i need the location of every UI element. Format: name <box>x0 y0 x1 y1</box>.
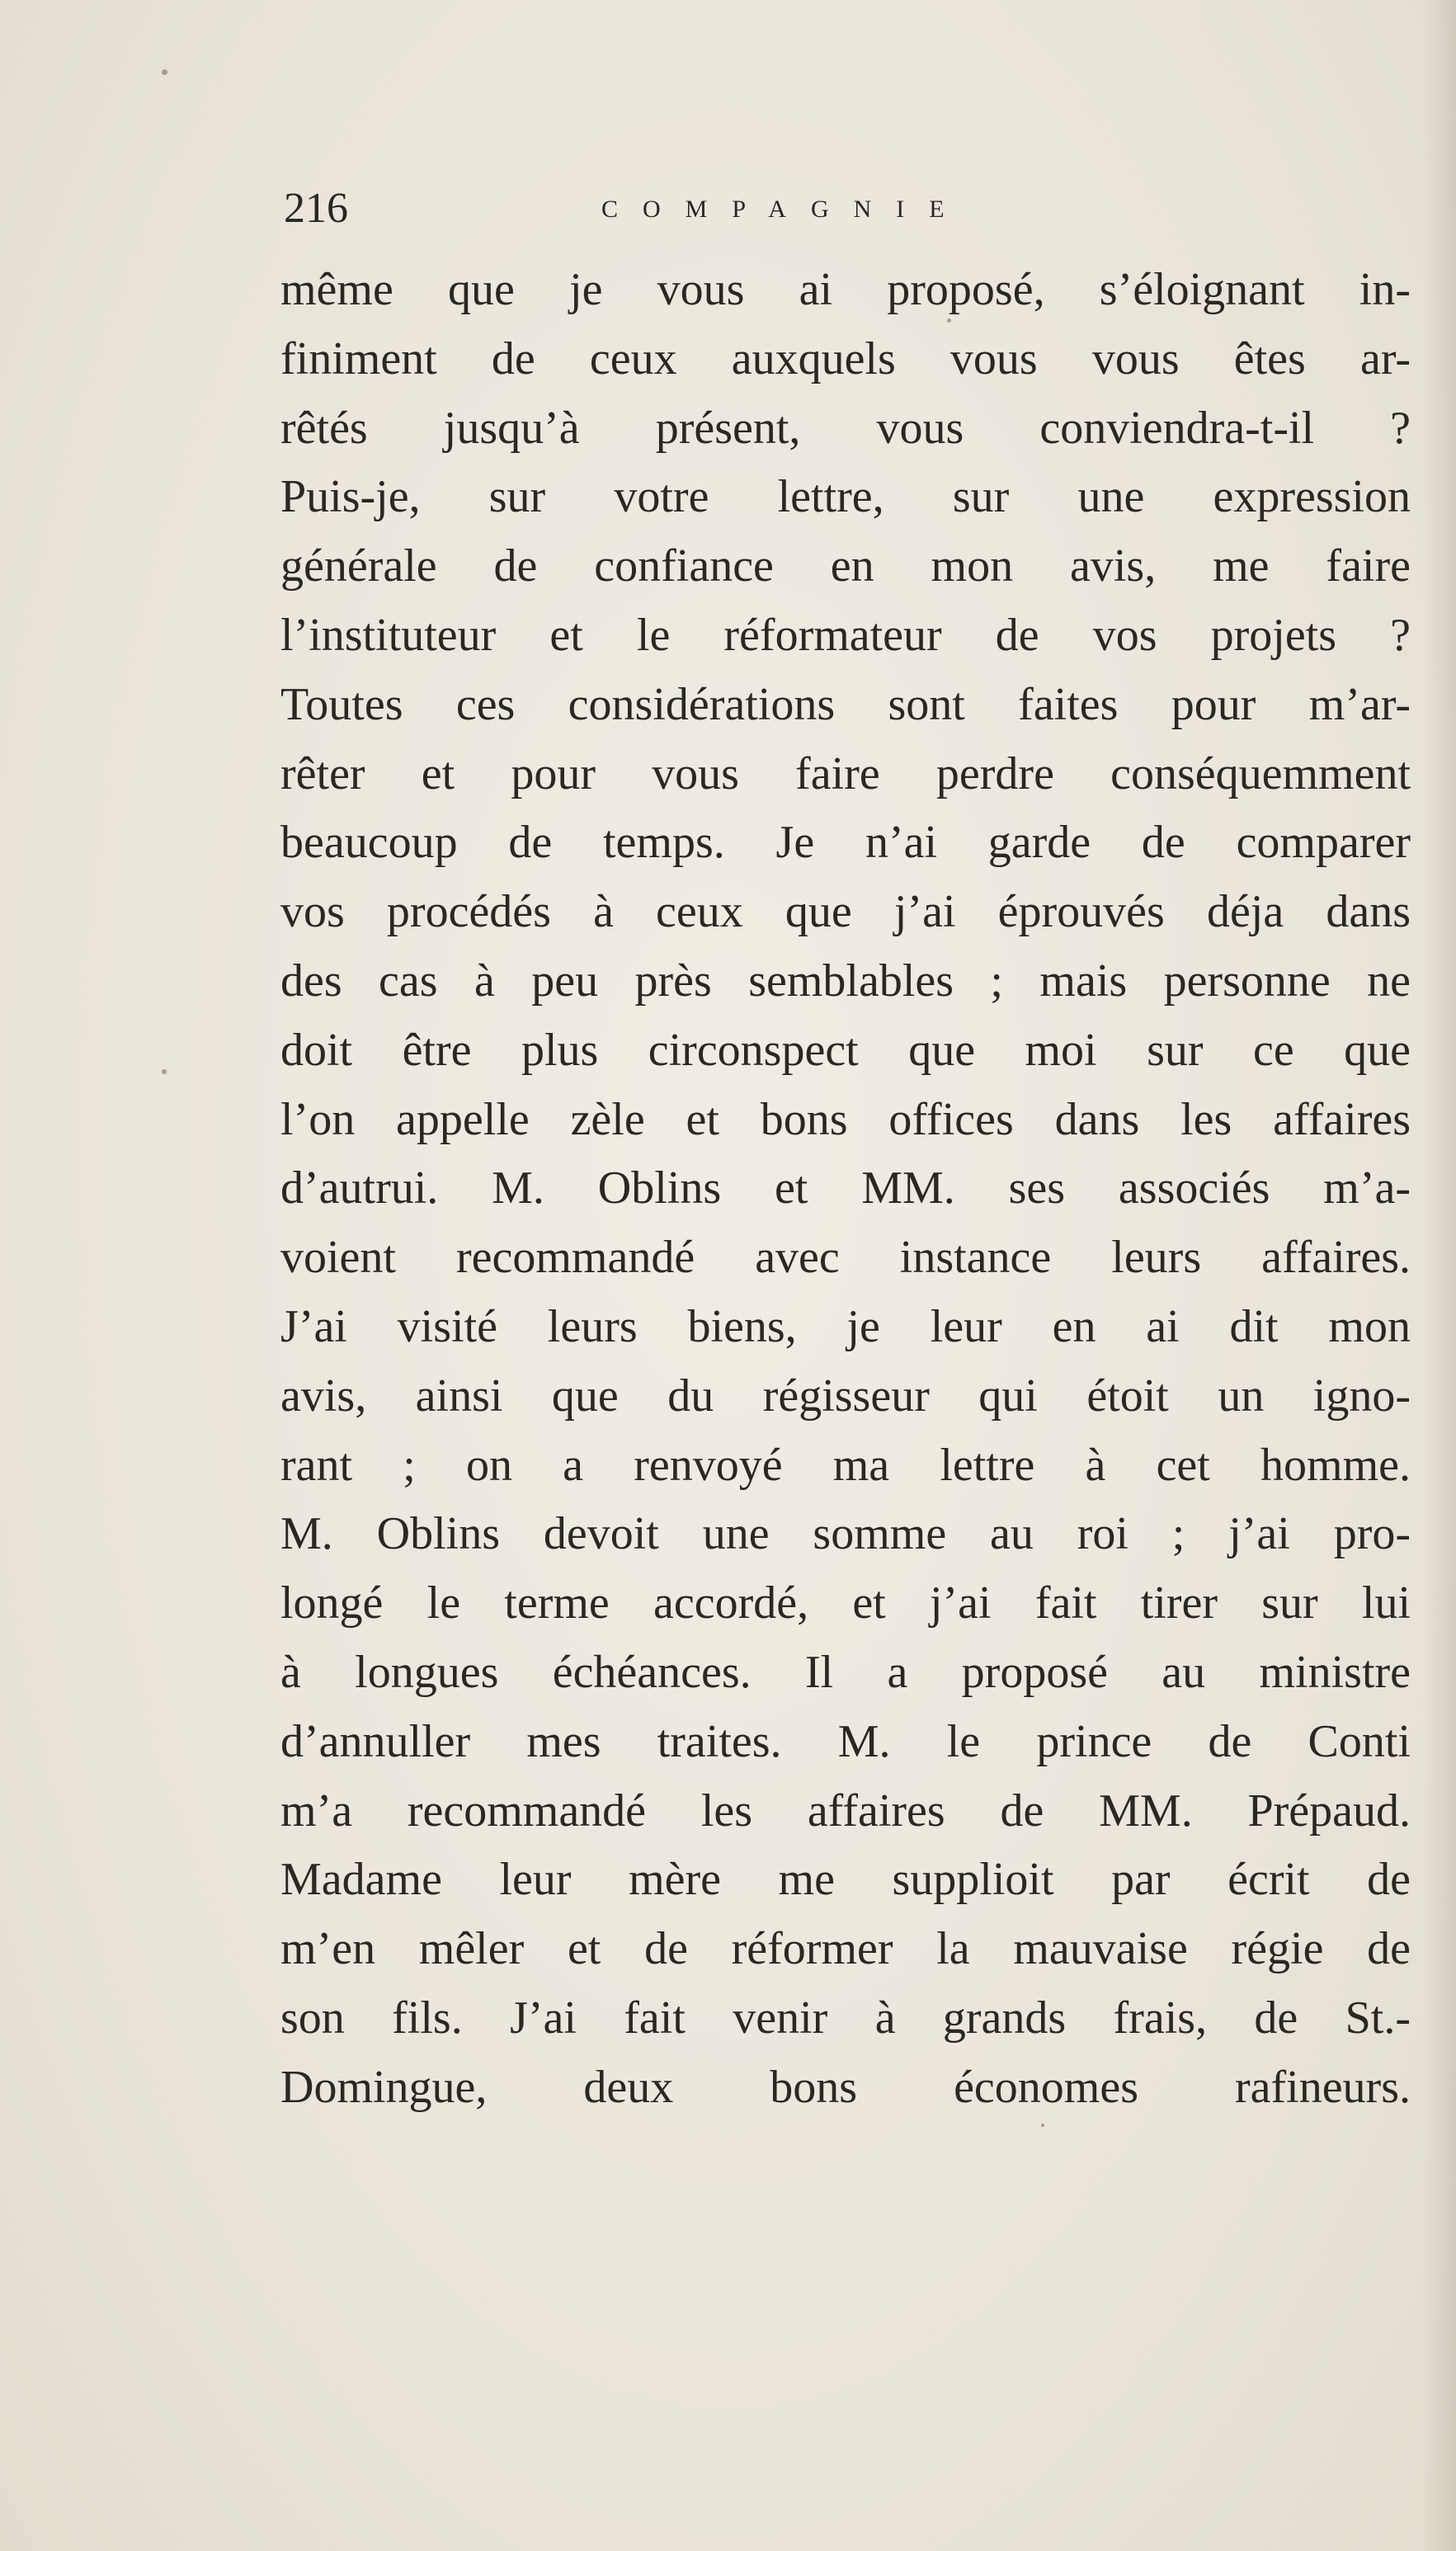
text-line: rêtés jusqu’à présent, vous conviendra-t-il ? <box>280 402 1411 454</box>
text-line: l’on appelle zèle et bons offices dans les affaires <box>280 1093 1411 1145</box>
text-line: voient recommandé avec instance leurs affaires. <box>280 1232 1411 1284</box>
text-line: Domingue, deux bons économes rafineurs. <box>280 2061 1411 2113</box>
text-line: avis, ainsi que du régisseur qui étoit un igno- <box>280 1370 1411 1422</box>
text-line: Madame leur mère me supplioit par écrit de <box>280 1854 1411 1906</box>
running-head <box>284 180 1455 238</box>
text-line: d’annuller mes traites. M. le prince de Conti <box>280 1715 1411 1767</box>
text-line: Toutes ces considérations sont faites pour m’ar- <box>280 678 1411 730</box>
text-line: des cas à peu près semblables ; mais personne ne <box>280 955 1411 1007</box>
text-line: doit être plus circonspect que moi sur ce que <box>280 1024 1411 1076</box>
text-line: d’autrui. M. Oblins et MM. ses associés m’a- <box>280 1162 1411 1214</box>
text-line: son fils. J’ai fait venir à grands frais, de St.- <box>280 1992 1411 2044</box>
body-text <box>280 256 1411 2123</box>
text-line: rant ; on a renvoyé ma lettre à cet homme. <box>280 1439 1411 1491</box>
text-line: à longues échéances. Il a proposé au ministre <box>280 1646 1411 1698</box>
text-line: m’en mêler et de réformer la mauvaise régie de <box>280 1923 1411 1975</box>
running-title: COMPAGNIE <box>601 196 969 223</box>
text-line: J’ai visité leurs biens, je leur en ai dit mon <box>280 1300 1411 1352</box>
text-line: rêter et pour vous faire perdre conséquemment <box>280 747 1411 799</box>
text-line: M. Oblins devoit une somme au roi ; j’ai pro- <box>280 1508 1411 1560</box>
text-line: Puis-je, sur votre lettre, sur une expression <box>280 471 1411 523</box>
page-number: 216 <box>284 185 348 232</box>
text-line: beaucoup de temps. Je n’ai garde de comparer <box>280 817 1411 869</box>
text-line: l’instituteur et le réformateur de vos projets ? <box>280 609 1411 661</box>
text-line: longé le terme accordé, et j’ai fait tirer sur lui <box>280 1577 1411 1629</box>
text-line: même que je vous ai proposé, s’éloignant in- <box>280 264 1411 315</box>
text-line: m’a recommandé les affaires de MM. Prépaud. <box>280 1785 1411 1837</box>
text-line: vos procédés à ceux que j’ai éprouvés déja dans <box>280 886 1411 938</box>
text-line: générale de confiance en mon avis, me faire <box>280 540 1411 592</box>
text-line: finiment de ceux auxquels vous vous êtes ar- <box>280 332 1411 384</box>
